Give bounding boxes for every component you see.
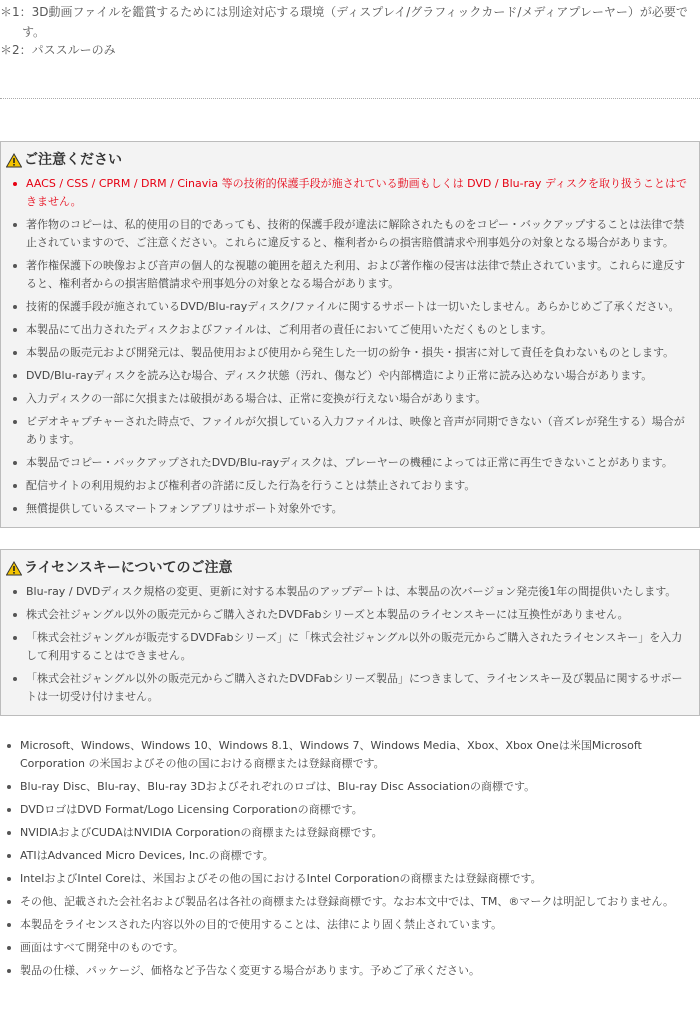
list-item: 本製品の販売元および開発元は、製品使用および使用から発生した一切の紛争・損失・損害に対して責任を負わないものとします。 [6, 344, 691, 362]
caution-box [0, 141, 700, 528]
caution-heading [6, 150, 691, 170]
footnotes [0, 4, 700, 60]
list-item: 画面はすべて開発中のものです。 [0, 939, 690, 957]
license-list [6, 583, 691, 706]
trademark-list [0, 737, 690, 980]
list-item: 著作物のコピーは、私的使用の目的であっても、技術的保護手段が違法に解除されたものをコピー・バックアップすることは法律で禁止されていますので、ご注意ください。これらに違反すると、権利者からの損害賠償請求や刑事処分の対象となる場合があります。 [6, 216, 691, 252]
list-item: AACS / CSS / CPRM / DRM / Cinavia 等の技術的保護手段が施されている動画もしくは DVD / Blu-ray ディスクを取り扱うことはできません。 [6, 175, 691, 211]
list-item: Microsoft、Windows、Windows 10、Windows 8.1、Windows 7、Windows Media、Xbox、Xbox Oneは米国Microsoft Corporation の米国およびその他の国における商標または登録商標です。 [0, 737, 690, 773]
list-item: 本製品をライセンスされた内容以外の目的で使用することは、法律により固く禁止されています。 [0, 916, 690, 934]
list-item: 配信サイトの利用規約および権利者の許諾に反した行為を行うことは禁止されております。 [6, 477, 691, 495]
list-item: ビデオキャプチャーされた時点で、ファイルが欠損している入力ファイルは、映像と音声が同期できない（音ズレが発生する）場合があります。 [6, 413, 691, 449]
list-item: Blu-ray Disc、Blu-ray、Blu-ray 3Dおよびそれぞれのロゴは、Blu-ray Disc Associationの商標です。 [0, 778, 690, 796]
warning-icon [6, 153, 22, 168]
list-item: 製品の仕様、パッケージ、価格など予告なく変更する場合があります。予めご了承ください。 [0, 962, 690, 980]
list-item: 著作権保護下の映像および音声の個人的な視聴の範囲を超えた利用、および著作権の侵害は法律で禁止されています。これらに違反すると、権利者からの損害賠償請求や刑事処分の対象となる場合があります。 [6, 257, 691, 293]
list-item: DVD/Blu-rayディスクを読み込む場合、ディスク状態（汚れ、傷など）や内部構造により正常に読み込めない場合があります。 [6, 367, 691, 385]
license-box [0, 549, 700, 716]
list-item: IntelおよびIntel Coreは、米国およびその他の国におけるIntel Corporationの商標または登録商標です。 [0, 870, 690, 888]
list-item: 技術的保護手段が施されているDVD/Blu-rayディスク/ファイルに関するサポートは一切いたしません。あらかじめご了承ください。 [6, 298, 691, 316]
caution-title: ご注意ください [24, 152, 122, 168]
list-item: その他、記載された会社名および製品名は各社の商標または登録商標です。なお本文中では、TM、®マークは明記しておりません。 [0, 893, 690, 911]
list-item: 無償提供しているスマートフォンアプリはサポート対象外です。 [6, 500, 691, 518]
dotted-divider [0, 98, 700, 99]
list-item: NVIDIAおよびCUDAはNVIDIA Corporationの商標または登録商標です。 [0, 824, 690, 842]
license-title: ライセンスキーについてのご注意 [24, 560, 233, 576]
list-item: 「株式会社ジャングル以外の販売元からご購入されたDVDFabシリーズ製品」につきまして、ライセンスキー及び製品に関するサポートは一切受け付けません。 [6, 670, 691, 706]
list-item: 入力ディスクの一部に欠損または破損がある場合は、正常に変換が行えない場合があります。 [6, 390, 691, 408]
warning-icon [6, 561, 22, 576]
trademark-section [0, 737, 700, 985]
caution-list [6, 175, 691, 518]
list-item: 「株式会社ジャングルが販売するDVDFabシリーズ」に「株式会社ジャングル以外の販売元からご購入されたライセンスキー」を入力して利用することはできません。 [6, 629, 691, 665]
list-item: 株式会社ジャングル以外の販売元からご購入されたDVDFabシリーズと本製品のライセンスキーには互換性がありません。 [6, 606, 691, 624]
list-item: ATIはAdvanced Micro Devices, Inc.の商標です。 [0, 847, 690, 865]
list-item: DVDロゴはDVD Format/Logo Licensing Corporationの商標です。 [0, 801, 690, 819]
list-item: Blu-ray / DVDディスク規格の変更、更新に対する本製品のアップデートは、本製品の次バージョン発売後1年の間提供いたします。 [6, 583, 691, 601]
list-item: 本製品にて出力されたディスクおよびファイルは、ご利用者の責任においてご使用いただくものとします。 [6, 321, 691, 339]
footnote-passthrough: ＊2：パススルーのみ [0, 43, 116, 57]
list-item: 本製品でコピー・バックアップされたDVD/Blu-rayディスクは、プレーヤーの機種によっては正常に再生できないことがあります。 [6, 454, 691, 472]
footnote-3d: ＊1：3D動画ファイルを鑑賞するためには別途対応する環境（ディスプレイ/グラフィックカード/メディアプレーヤー）が必要です。 [0, 5, 688, 39]
license-heading [6, 558, 691, 578]
